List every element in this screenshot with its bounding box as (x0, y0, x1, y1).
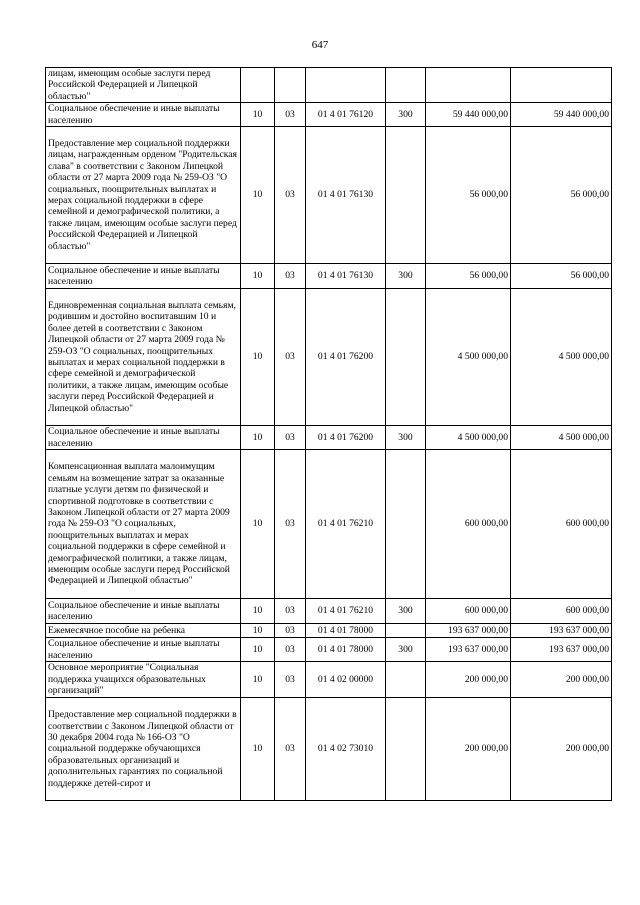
section-cell: 10 (241, 662, 275, 698)
row-name-cell: Основное мероприятие "Социальная поддержка учащихся образовательных организаций" (46, 662, 241, 698)
amount-cell (511, 68, 612, 103)
row-name-cell: Компенсационная выплата малоимущим семьям на возмещение затрат за оказанные платные услуги детям по физической и спортивной подготовке в соответствии с Законом Липецкой области от 27 марта 2009 года № 259-ОЗ "О социальных, поощрительных выплатах и мерах социальной поддержки в сфере семейной и демографической политики, а также лицам, имеющим особые заслуги перед Российской Федерацией и Липецкой областью" (46, 450, 241, 599)
expense-type-cell: 300 (386, 426, 426, 450)
amount-cell: 56 000,00 (511, 264, 612, 289)
row-name-cell: Предоставление мер социальной поддержки лицам, награжденным орденом "Родительская слава" в соответствии с Законом Липецкой области от 27 марта 2009 года № 259-ОЗ "О социальных, поощрительных выплатах и мерах социальной поддержки в сфере семейной и демографической политики, а также лицам, имеющим особые заслуги перед Российской Федерацией и Липецкой областью" (46, 127, 241, 264)
amount-cell: 4 500 000,00 (426, 426, 511, 450)
target-code-cell: 01 4 02 00000 (306, 662, 386, 698)
target-code-cell: 01 4 01 76130 (306, 264, 386, 289)
amount-cell: 200 000,00 (511, 698, 612, 801)
target-code-cell (306, 68, 386, 103)
amount-cell: 193 637 000,00 (511, 638, 612, 662)
row-name-cell: лицам, имеющим особые заслуги перед Российской Федерацией и Липецкой областью" (46, 68, 241, 103)
expense-type-cell: 300 (386, 103, 426, 127)
expense-type-cell (386, 127, 426, 264)
subsection-cell: 03 (275, 599, 306, 624)
section-cell (241, 68, 275, 103)
expense-type-cell: 300 (386, 638, 426, 662)
expense-type-cell: 300 (386, 599, 426, 624)
subsection-cell: 03 (275, 638, 306, 662)
amount-cell: 59 440 000,00 (426, 103, 511, 127)
table-row (46, 103, 612, 127)
row-name-cell: Ежемесячное пособие на ребенка (46, 624, 241, 638)
expense-type-cell (386, 289, 426, 426)
amount-cell (426, 68, 511, 103)
expense-type-cell (386, 662, 426, 698)
subsection-cell: 03 (275, 264, 306, 289)
subsection-cell: 03 (275, 289, 306, 426)
table-row (46, 698, 612, 801)
subsection-cell (275, 68, 306, 103)
amount-cell: 600 000,00 (426, 450, 511, 599)
subsection-cell: 03 (275, 624, 306, 638)
table-row (46, 426, 612, 450)
row-name-cell: Социальное обеспечение и иные выплаты населению (46, 426, 241, 450)
subsection-cell: 03 (275, 103, 306, 127)
amount-cell: 600 000,00 (426, 599, 511, 624)
table-row (46, 638, 612, 662)
expense-type-cell (386, 68, 426, 103)
table-row (46, 450, 612, 599)
amount-cell: 600 000,00 (511, 450, 612, 599)
expense-type-cell (386, 624, 426, 638)
target-code-cell: 01 4 01 76200 (306, 289, 386, 426)
amount-cell: 193 637 000,00 (426, 638, 511, 662)
target-code-cell: 01 4 01 76210 (306, 450, 386, 599)
amount-cell: 4 500 000,00 (511, 289, 612, 426)
budget-table-body (46, 68, 612, 801)
section-cell: 10 (241, 450, 275, 599)
section-cell: 10 (241, 426, 275, 450)
amount-cell: 4 500 000,00 (511, 426, 612, 450)
row-name-cell: Социальное обеспечение и иные выплаты населению (46, 103, 241, 127)
expense-type-cell (386, 450, 426, 599)
subsection-cell: 03 (275, 662, 306, 698)
target-code-cell: 01 4 01 76120 (306, 103, 386, 127)
row-name-cell: Единовременная социальная выплата семьям, родившим и достойно воспитавшим 10 и более детей в соответствии с Законом Липецкой области от 27 марта 2009 года № 259-ОЗ "О социальных, поощрительных выплатах и мерах социальной поддержки в сфере семейной и демографической политики, а также лицам, имеющим особые заслуги перед Российской Федерацией и Липецкой областью" (46, 289, 241, 426)
section-cell: 10 (241, 103, 275, 127)
section-cell: 10 (241, 289, 275, 426)
amount-cell: 600 000,00 (511, 599, 612, 624)
budget-table (45, 67, 612, 801)
amount-cell: 59 440 000,00 (511, 103, 612, 127)
amount-cell: 193 637 000,00 (511, 624, 612, 638)
subsection-cell: 03 (275, 127, 306, 264)
table-row (46, 624, 612, 638)
amount-cell: 200 000,00 (426, 698, 511, 801)
amount-cell: 56 000,00 (511, 127, 612, 264)
target-code-cell: 01 4 01 78000 (306, 638, 386, 662)
row-name-cell: Предоставление мер социальной поддержки в соответствии с Законом Липецкой области от 30 декабря 2004 года № 166-ОЗ "О социальной поддержке обучающихся образовательных организаций и дополнительных гарантиях по социальной поддержке детей-сирот и (46, 698, 241, 801)
amount-cell: 56 000,00 (426, 264, 511, 289)
expense-type-cell: 300 (386, 264, 426, 289)
table-row (46, 599, 612, 624)
target-code-cell: 01 4 01 78000 (306, 624, 386, 638)
table-row (46, 264, 612, 289)
table-row (46, 289, 612, 426)
subsection-cell: 03 (275, 698, 306, 801)
amount-cell: 200 000,00 (511, 662, 612, 698)
row-name-cell: Социальное обеспечение и иные выплаты населению (46, 599, 241, 624)
subsection-cell: 03 (275, 450, 306, 599)
amount-cell: 200 000,00 (426, 662, 511, 698)
section-cell: 10 (241, 624, 275, 638)
section-cell: 10 (241, 127, 275, 264)
section-cell: 10 (241, 638, 275, 662)
section-cell: 10 (241, 264, 275, 289)
page-number: 647 (311, 39, 329, 51)
section-cell: 10 (241, 599, 275, 624)
table-row (46, 68, 612, 103)
table-row (46, 662, 612, 698)
row-name-cell: Социальное обеспечение и иные выплаты населению (46, 638, 241, 662)
target-code-cell: 01 4 01 76210 (306, 599, 386, 624)
row-name-cell: Социальное обеспечение и иные выплаты населению (46, 264, 241, 289)
amount-cell: 4 500 000,00 (426, 289, 511, 426)
subsection-cell: 03 (275, 426, 306, 450)
expense-type-cell (386, 698, 426, 801)
target-code-cell: 01 4 01 76130 (306, 127, 386, 264)
amount-cell: 193 637 000,00 (426, 624, 511, 638)
target-code-cell: 01 4 02 73010 (306, 698, 386, 801)
target-code-cell: 01 4 01 76200 (306, 426, 386, 450)
amount-cell: 56 000,00 (426, 127, 511, 264)
table-row (46, 127, 612, 264)
section-cell: 10 (241, 698, 275, 801)
